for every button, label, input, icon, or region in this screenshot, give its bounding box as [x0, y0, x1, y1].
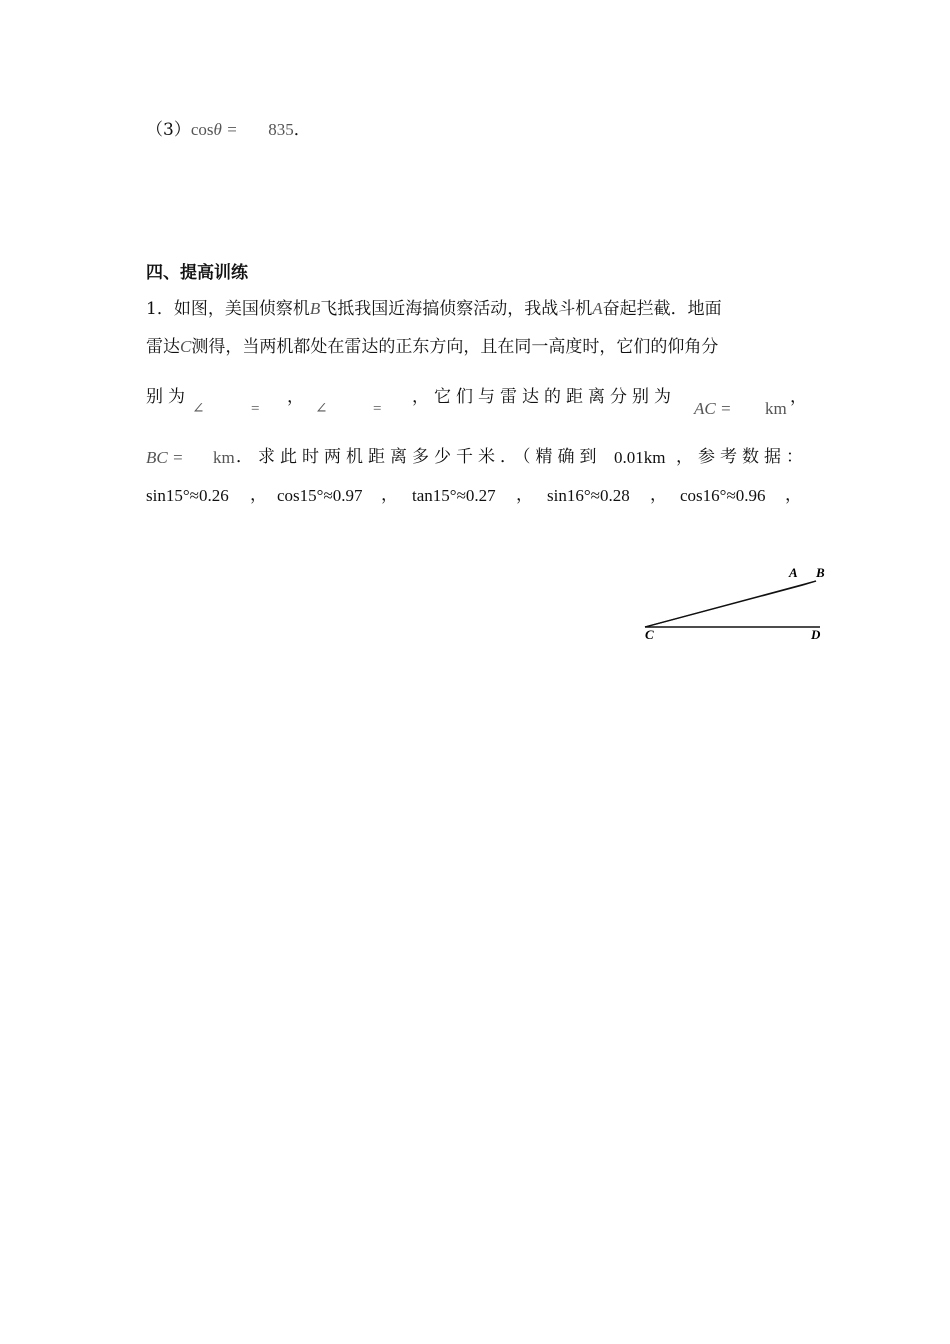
problem-text: 雷达 — [146, 337, 180, 357]
km-unit-2: km — [213, 448, 235, 467]
comma-2: ， — [790, 387, 807, 407]
comma-1: ， — [287, 387, 304, 407]
period: ． — [293, 120, 311, 140]
ref-cos15: cos15°≈0.97 — [277, 486, 363, 505]
line-c-b — [645, 581, 816, 627]
label-c: C — [645, 627, 654, 642]
ref-comma: ， — [650, 485, 667, 505]
line-c-a — [645, 585, 803, 627]
angle2-equals: = — [373, 401, 382, 417]
line4-text: ．求此时两机距离多少千米．（精确到 — [236, 447, 602, 467]
cos-func: cos — [190, 120, 214, 139]
problem-text: 奋起拦截．地面 — [602, 299, 722, 319]
angle1-symbol: ∠ — [192, 401, 205, 417]
precision-value: 0.01km — [614, 448, 666, 467]
angle1-equals: = — [251, 401, 260, 417]
var-b: B — [309, 299, 321, 318]
item-number: （3） — [146, 120, 191, 140]
ref-comma: ， — [250, 485, 267, 505]
ref-comma: ， — [516, 485, 533, 505]
ref-cos16: cos16°≈0.96 — [680, 486, 766, 505]
label-b: B — [816, 565, 825, 580]
theta-symbol: θ — [213, 120, 222, 139]
km-unit-1: km — [765, 399, 787, 418]
ref-tan15: tan15°≈0.27 — [412, 486, 496, 505]
ref-comma: ， — [785, 485, 802, 505]
problem-text: 飞抵我国近海搞侦察活动，我战斗机 — [320, 299, 593, 319]
label-d: D — [811, 627, 821, 642]
bc-expression: BC = — [146, 448, 184, 467]
problem-text: 1．如图，美国侦察机 — [146, 299, 310, 319]
line3-prefix: 别为 — [146, 387, 190, 407]
angle2-symbol: ∠ — [315, 401, 328, 417]
problem-line-2 — [146, 338, 718, 356]
ref-comma: ， — [381, 485, 398, 505]
equals-sign: = — [227, 120, 237, 139]
ref-sin16: sin16°≈0.28 — [547, 486, 630, 505]
answer-value: 835 — [268, 120, 294, 139]
reference-label: ，参考数据： — [676, 447, 808, 467]
ref-sin15: sin15°≈0.26 — [146, 486, 229, 505]
line3-middle: ，它们与雷达的距离分别为 — [412, 387, 676, 407]
problem-line-1 — [146, 300, 722, 318]
section-heading: 四、提高训练 — [146, 263, 248, 283]
var-a: A — [592, 299, 603, 318]
problem-text: 测得，当两机都处在雷达的正东方向，且在同一高度时，它们的仰角分 — [191, 337, 719, 357]
line-a-b — [803, 581, 816, 585]
ac-expression: AC = — [694, 399, 732, 418]
var-c: C — [180, 337, 192, 356]
prev-answer-line — [146, 121, 311, 139]
label-a: A — [789, 565, 798, 580]
